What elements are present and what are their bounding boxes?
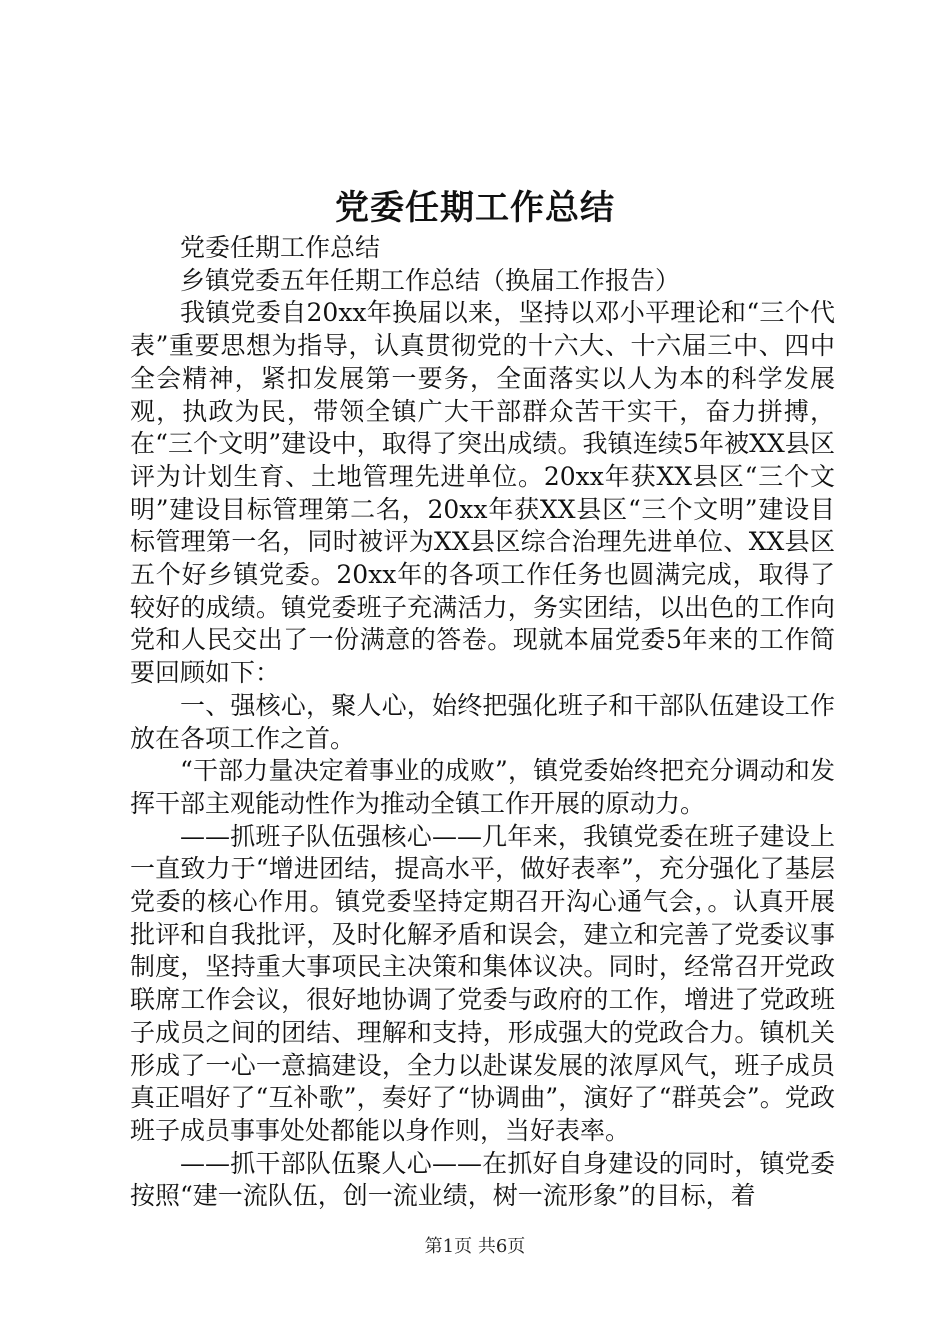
paragraph-section-heading: 一、强核心，聚人心，始终把强化班子和干部队伍建设工作放在各项工作之首。 [130,690,835,753]
paragraph-report-title: 乡镇党委五年任期工作总结（换届工作报告） [180,265,681,295]
paragraph-subtitle: 党委任期工作总结 [180,233,381,262]
paragraph-intro: 我镇党委自20xx年换届以来，坚持以邓小平理论和“三个代表”重要思想为指导，认真贯彻党的十六大、十六届三中、四中全会精神，紧扣发展第一要务，全面落实以人为本的科学发展观，执政为民，带领全镇广大干部群众苦干实干，奋力拼搏，在“三个文明”建设中，取得了突出成绩。我镇连续5年被XX县区评为计划生育、土地管理先进单位。20xx年获XX县区“三个文明”建设目标管理第二名，20xx年获XX县区“三个文明”建设目标管理第一名，同时被评为XX县区综合治理先进单位、XX县区五个好乡镇党委。20xx年的各项工作任务也圆满完成，取得了较好的成绩。镇党委班子充满活力，务实团结，以出色的工作向党和人民交出了一份满意的答卷。现就本届党委5年来的工作简要回顾如下： [130,298,835,688]
page-footer: 第1页 共6页 [424,1236,526,1257]
paragraph-cadre-strength: “干部力量决定着事业的成败”，镇党委始终把充分调动和发挥干部主观能动性作为推动全镇工作开展的原动力。 [130,756,835,818]
paragraph-cadre-team: ——抓干部队伍聚人心——在抓好自身建设的同时，镇党委按照“建一流队伍，创一流业绩，树一流形象”的目标，着 [130,1148,835,1211]
document-title: 党委任期工作总结 [335,188,615,228]
paragraph-team-building: ——抓班子队伍强核心——几年来，我镇党委在班子建设上一直致力于“增进团结，提高水平，做好表率”，充分强化了基层党委的核心作用。镇党委坚持定期召开沟心通气会，。认真开展批评和自我批评，及时化解矛盾和误会，建立和完善了党委议事制度，坚持重大事项民主决策和集体议决。同时，经常召开党政联席工作会议，很好地协调了党委与政府的工作，增进了党政班子成员之间的团结、理解和支持，形成强大的党政合力。镇机关形成了一心一意搞建设，全力以赴谋发展的浓厚风气，班子成员真正唱好了“互补歌”，奏好了“协调曲”，演好了“群英会”。党政班子成员事事处处都能以身作则，当好表率。 [130,821,835,1145]
document-body [130,232,835,1213]
